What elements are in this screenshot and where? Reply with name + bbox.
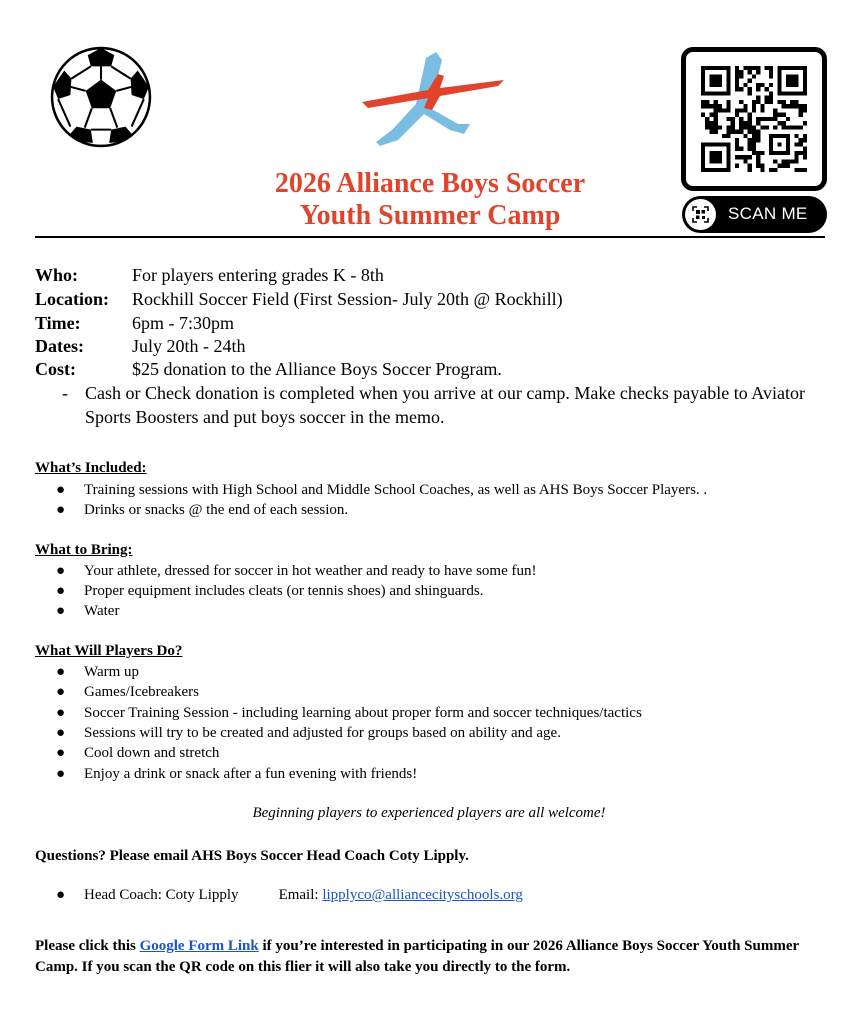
list-item: ● Soccer Training Session - including learning about proper form and soccer techniques/tactics xyxy=(56,705,642,721)
footer-suffix: if you’re interested in participating in our 2026 Alliance Boys Soccer Youth Summer Camp. If you scan the QR code on this flier it will also take you directly to the form. xyxy=(35,938,799,975)
list-item: ● Warm up xyxy=(56,664,140,680)
info-value-location: Rockhill Soccer Field (First Session- July 20th @ Rockhill) xyxy=(132,289,563,309)
info-label-cost: Cost: xyxy=(35,359,76,379)
info-value-who: For players entering grades K - 8th xyxy=(132,265,384,285)
welcome-note: Beginning players to experienced players are all welcome! xyxy=(252,805,606,821)
info-label-time: Time: xyxy=(35,313,81,333)
list-item: ● Sessions will try to be created and adjusted for groups based on ability and age. xyxy=(56,725,561,741)
list-item: ● Water xyxy=(56,603,120,619)
footer-prefix: Please click this xyxy=(35,938,136,954)
info-value-time: 6pm - 7:30pm xyxy=(132,313,234,333)
cost-note-text: Cash or Check donation is completed when you arrive at our camp. Make checks payable to Aviator Sports Boosters and put boys soccer in the memo. xyxy=(85,383,805,427)
info-value-cost: $25 donation to the Alliance Boys Soccer Program. xyxy=(132,359,502,379)
email-label: Email: xyxy=(278,887,319,903)
list-item: ● Enjoy a drink or snack after a fun evening with friends! xyxy=(56,766,418,782)
info-label-dates: Dates: xyxy=(35,336,84,356)
info-label-who: Who: xyxy=(35,265,79,285)
info-value-dates: July 20th - 24th xyxy=(132,336,246,356)
google-form-link[interactable]: Google Form Link xyxy=(139,938,259,954)
list-item: ● Training sessions with High School and Middle School Coaches, as well as AHS Boys Soccer Players. . xyxy=(56,482,708,498)
title-divider xyxy=(35,236,825,238)
section-heading-activities: What Will Players Do? xyxy=(35,643,183,659)
list-item: ● Drinks or snacks @ the end of each session. xyxy=(56,502,349,518)
info-row-who xyxy=(35,264,384,286)
scan-me-badge xyxy=(682,196,827,233)
cost-note: - Cash or Check donation is completed when you arrive at our camp. Make checks payable to Aviator Sports Boosters and put boys soccer in the memo. xyxy=(62,381,822,429)
coach-email-link[interactable]: lipplyco@alliancecityschools.org xyxy=(322,887,523,903)
info-row-dates xyxy=(35,335,246,357)
soccer-ball-icon xyxy=(50,46,152,148)
qr-code[interactable] xyxy=(700,66,808,172)
list-item: ● Cool down and stretch xyxy=(56,745,220,761)
title-line-1: 2026 Alliance Boys Soccer xyxy=(274,168,586,199)
title-line-2: Youth Summer Camp xyxy=(299,200,561,231)
info-row-time xyxy=(35,312,234,334)
info-label-location: Location: xyxy=(35,289,109,309)
info-row-location xyxy=(35,288,563,310)
section-heading-bring: What to Bring: xyxy=(35,542,133,558)
alliance-aviators-logo xyxy=(358,50,506,150)
info-row-cost xyxy=(35,358,502,380)
qr-scan-icon xyxy=(685,199,716,230)
list-item: ● Proper equipment includes cleats (or tennis shoes) and shinguards. xyxy=(56,583,484,599)
footer-note xyxy=(35,936,825,978)
coach-contact: ● Head Coach: Coty Lipply Email: lipplyco@alliancecityschools.org xyxy=(56,887,523,903)
qr-code-frame[interactable] xyxy=(681,47,827,191)
questions-note: Questions? Please email AHS Boys Soccer Head Coach Coty Lipply. xyxy=(35,848,469,864)
list-item: ● Your athlete, dressed for soccer in hot weather and ready to have some fun! xyxy=(56,563,537,579)
coach-name: Head Coach: Coty Lipply xyxy=(84,887,239,903)
list-item: ● Games/Icebreakers xyxy=(56,684,199,700)
section-heading-included: What’s Included: xyxy=(35,460,147,476)
page-title xyxy=(190,168,670,232)
scan-me-label: SCAN ME xyxy=(728,204,808,223)
